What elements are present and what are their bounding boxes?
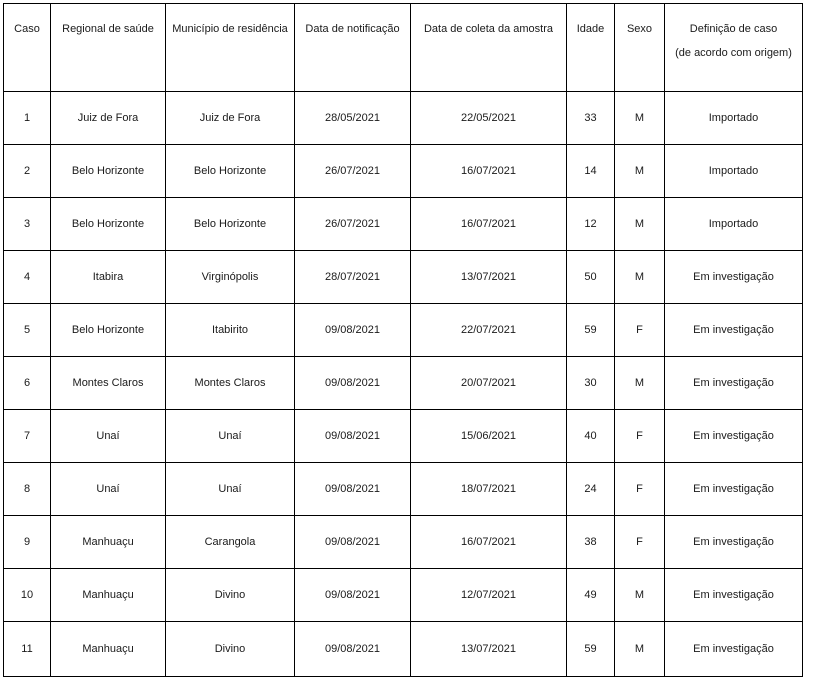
cell-caso: 10 bbox=[4, 569, 51, 622]
cell-regional: Montes Claros bbox=[51, 357, 166, 410]
cell-sexo: F bbox=[615, 304, 665, 357]
cell-definicao: Em investigação bbox=[665, 463, 803, 516]
header-data-de-notificacao: Data de notificação bbox=[295, 4, 411, 92]
cell-sexo: M bbox=[615, 92, 665, 145]
cell-idade: 59 bbox=[567, 304, 615, 357]
cell-data-notificacao: 26/07/2021 bbox=[295, 145, 411, 198]
cell-data-notificacao: 28/07/2021 bbox=[295, 251, 411, 304]
cell-idade: 24 bbox=[567, 463, 615, 516]
cell-data-coleta: 22/05/2021 bbox=[411, 92, 567, 145]
cell-caso: 2 bbox=[4, 145, 51, 198]
cell-data-coleta: 18/07/2021 bbox=[411, 463, 567, 516]
cell-caso: 7 bbox=[4, 410, 51, 463]
cell-municipio: Juiz de Fora bbox=[166, 92, 295, 145]
cell-data-coleta: 16/07/2021 bbox=[411, 198, 567, 251]
cell-data-coleta: 13/07/2021 bbox=[411, 622, 567, 677]
cell-regional: Belo Horizonte bbox=[51, 198, 166, 251]
cell-data-coleta: 22/07/2021 bbox=[411, 304, 567, 357]
cell-municipio: Belo Horizonte bbox=[166, 198, 295, 251]
cell-idade: 12 bbox=[567, 198, 615, 251]
cell-regional: Itabira bbox=[51, 251, 166, 304]
header-municipio-de-residencia: Município de residência bbox=[166, 4, 295, 92]
header-caso: Caso bbox=[4, 4, 51, 92]
cell-definicao: Em investigação bbox=[665, 516, 803, 569]
cell-data-notificacao: 09/08/2021 bbox=[295, 410, 411, 463]
cell-caso: 6 bbox=[4, 357, 51, 410]
cell-regional: Unaí bbox=[51, 463, 166, 516]
cell-sexo: M bbox=[615, 145, 665, 198]
header-idade: Idade bbox=[567, 4, 615, 92]
cell-definicao: Em investigação bbox=[665, 569, 803, 622]
table-body bbox=[4, 92, 803, 677]
cell-data-notificacao: 09/08/2021 bbox=[295, 516, 411, 569]
cell-regional: Manhuaçu bbox=[51, 569, 166, 622]
cell-municipio: Unaí bbox=[166, 410, 295, 463]
cell-municipio: Unaí bbox=[166, 463, 295, 516]
cell-idade: 49 bbox=[567, 569, 615, 622]
cell-regional: Manhuaçu bbox=[51, 516, 166, 569]
cell-data-coleta: 20/07/2021 bbox=[411, 357, 567, 410]
table-row bbox=[4, 251, 803, 304]
cell-definicao: Em investigação bbox=[665, 251, 803, 304]
cell-definicao: Importado bbox=[665, 145, 803, 198]
cell-regional: Juiz de Fora bbox=[51, 92, 166, 145]
cell-idade: 38 bbox=[567, 516, 615, 569]
cell-definicao: Importado bbox=[665, 92, 803, 145]
table-row bbox=[4, 463, 803, 516]
cell-caso: 11 bbox=[4, 622, 51, 677]
cell-data-coleta: 13/07/2021 bbox=[411, 251, 567, 304]
cell-municipio: Belo Horizonte bbox=[166, 145, 295, 198]
cell-sexo: M bbox=[615, 622, 665, 677]
cell-idade: 33 bbox=[567, 92, 615, 145]
cell-definicao: Em investigação bbox=[665, 410, 803, 463]
cell-municipio: Virginópolis bbox=[166, 251, 295, 304]
cell-municipio: Divino bbox=[166, 622, 295, 677]
table-row bbox=[4, 357, 803, 410]
cell-definicao: Em investigação bbox=[665, 622, 803, 677]
cell-idade: 30 bbox=[567, 357, 615, 410]
cell-data-coleta: 12/07/2021 bbox=[411, 569, 567, 622]
cell-idade: 40 bbox=[567, 410, 615, 463]
cell-data-notificacao: 09/08/2021 bbox=[295, 463, 411, 516]
table-header-row bbox=[4, 4, 803, 92]
cell-data-notificacao: 28/05/2021 bbox=[295, 92, 411, 145]
header-definicao-subtitle: (de acordo com origem) bbox=[675, 47, 792, 59]
table-row bbox=[4, 516, 803, 569]
cell-sexo: M bbox=[615, 357, 665, 410]
cell-regional: Belo Horizonte bbox=[51, 304, 166, 357]
header-definicao-de-caso bbox=[665, 4, 803, 92]
cell-caso: 9 bbox=[4, 516, 51, 569]
cell-idade: 14 bbox=[567, 145, 615, 198]
cell-data-notificacao: 09/08/2021 bbox=[295, 357, 411, 410]
cell-data-notificacao: 09/08/2021 bbox=[295, 622, 411, 677]
table-row bbox=[4, 145, 803, 198]
cell-idade: 59 bbox=[567, 622, 615, 677]
cell-data-coleta: 16/07/2021 bbox=[411, 516, 567, 569]
cell-caso: 4 bbox=[4, 251, 51, 304]
cell-caso: 5 bbox=[4, 304, 51, 357]
cell-idade: 50 bbox=[567, 251, 615, 304]
cell-sexo: M bbox=[615, 198, 665, 251]
cell-data-notificacao: 09/08/2021 bbox=[295, 304, 411, 357]
cell-sexo: F bbox=[615, 516, 665, 569]
cases-table bbox=[3, 3, 803, 677]
table-row bbox=[4, 569, 803, 622]
cell-sexo: F bbox=[615, 463, 665, 516]
cell-definicao: Em investigação bbox=[665, 304, 803, 357]
table-row bbox=[4, 92, 803, 145]
table-row bbox=[4, 622, 803, 677]
cell-data-coleta: 15/06/2021 bbox=[411, 410, 567, 463]
table-row bbox=[4, 304, 803, 357]
cell-definicao: Em investigação bbox=[665, 357, 803, 410]
cell-data-notificacao: 26/07/2021 bbox=[295, 198, 411, 251]
cell-caso: 8 bbox=[4, 463, 51, 516]
header-sexo: Sexo bbox=[615, 4, 665, 92]
header-definicao-title: Definição de caso bbox=[689, 23, 778, 35]
cell-caso: 3 bbox=[4, 198, 51, 251]
cell-regional: Unaí bbox=[51, 410, 166, 463]
header-data-de-coleta: Data de coleta da amostra bbox=[411, 4, 567, 92]
table-row bbox=[4, 410, 803, 463]
cell-municipio: Itabirito bbox=[166, 304, 295, 357]
header-regional-de-saude: Regional de saúde bbox=[51, 4, 166, 92]
cell-caso: 1 bbox=[4, 92, 51, 145]
cell-municipio: Montes Claros bbox=[166, 357, 295, 410]
cell-data-notificacao: 09/08/2021 bbox=[295, 569, 411, 622]
cell-municipio: Carangola bbox=[166, 516, 295, 569]
cell-municipio: Divino bbox=[166, 569, 295, 622]
cell-regional: Manhuaçu bbox=[51, 622, 166, 677]
cell-sexo: F bbox=[615, 410, 665, 463]
cell-sexo: M bbox=[615, 569, 665, 622]
cell-data-coleta: 16/07/2021 bbox=[411, 145, 567, 198]
table-row bbox=[4, 198, 803, 251]
cell-regional: Belo Horizonte bbox=[51, 145, 166, 198]
cell-definicao: Importado bbox=[665, 198, 803, 251]
cell-sexo: M bbox=[615, 251, 665, 304]
